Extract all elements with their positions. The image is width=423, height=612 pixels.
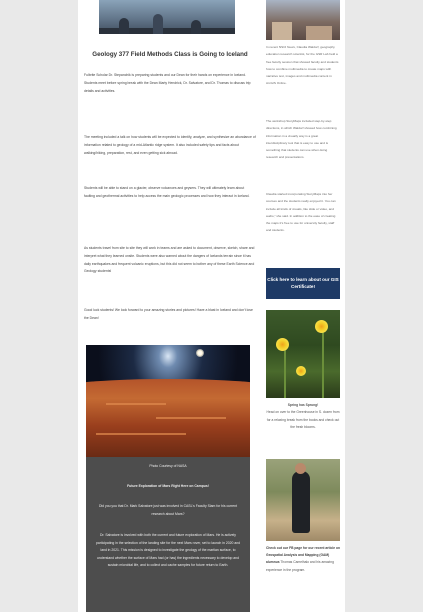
- storymap-paragraph: Claudia started incorporating StoryMaps into her courses and the students really enjoyed it. You can include all kinds of visuals, like slide or video, and audio," she said. In addition to the ease of creating the maps it's free to use for university faculty, staff and students.: [266, 192, 336, 233]
- alumnus-photo: [266, 459, 340, 541]
- mars-intro: Did you you that Dr. Mark Salvatore just was involved in CASL's Faculty Slam for his current research about Mars?: [98, 504, 238, 516]
- article-paragraph: The meeting included a talk on how students will be expected to identify, analyze, and synthesize an abundance of information related to geology of a mid-Atlantic ridge system. It also included safety tips and facts about walking/hiking, preparation, rest, and even getting sick abroad.: [84, 135, 256, 155]
- article-paragraph: Good luck students! We look forward to your amazing stories and pictures! Have a blast in Iceland and don't lose the Dean!: [84, 308, 253, 320]
- mars-feature-box: [86, 457, 250, 612]
- mars-headline: Future Exploration of Mars Right Here on Campus!: [127, 484, 209, 488]
- classroom-photo: [99, 0, 235, 34]
- article-paragraph: Students will be able to stand on a glacier, observe volcanoes and geysers. They will ultimately learn about faulting and geothermal activities to help access the main geologic processes and how they interact in Iceland.: [84, 186, 250, 198]
- article-paragraph: As students travel from site to site they will work in teams and are asked to document, observe, sketch, share and interpret what they learned onsite. Students were also warned about the dangers of Icelands terrain since it has daily earthquakes and frequent volcanic eruptions, but this did not seem to bother any of these Earth Science and Geology students!: [84, 246, 255, 274]
- storymap-paragraph: In recent NSCI News, Claudia Waldorf, geography education research scientist, for the GSR Lab held a free faculty session that showed faculty and students how to combine multimedia to create maps with narrative text, images and multimedia content in ArcGIS Online.: [266, 45, 339, 86]
- spring-body: Head on over to the Greenhouse in S. dozen from for a relaxing break from the books and check out the fresh blooms.: [266, 410, 340, 429]
- mars-surface-image: [86, 345, 250, 457]
- facebook-promo-bold: Check out our FB page for our recent article on Geospatial Analysis and Mapping (GAM) alumnus: [266, 546, 341, 565]
- facebook-promo: [266, 545, 340, 574]
- spring-caption: [266, 402, 340, 431]
- daffodil-photo: [266, 310, 340, 398]
- facebook-promo-rest: Thomas Camelhalo and his amazing experience in the program.: [266, 560, 334, 572]
- storymap-paragraph: The workshop StoryMaps included step-by-step directions, in which Waldorf showed how combining information in a visually way is a great interdisciplinary tool that is easy to use and is something that students can use when doing research and presentations.: [266, 119, 337, 160]
- article-headline: Geology 377 Field Methods Class is Going to Iceland: [92, 51, 248, 58]
- gis-certificate-button[interactable]: Click here to learn about our GIS Certificate!: [266, 268, 340, 299]
- article-paragraph: Fulbrite Scholar Dr. Stepanchik is preparing students and our Dean for their hands on experience in Iceland. Students meet before spring break with the Dean Marty Hendrick, Dr. Salvatore, and Dr. Thomas to discuss trip details and activities.: [84, 73, 251, 93]
- mars-body: Dr. Salvatore is involved with both the current and future exploration of Mars. He is actively participating in the selection of the landing site for the next Mars rover, set to launch in 2020 and land in 2021. This mission is designed to investigate the geology of the martian surface, to understand whether the surface of Mars had (or has) the ingredients necessary to develop and sustain microbial life, and to collect and cache samples for future return to Earth.: [95, 533, 240, 568]
- workshop-photo: [266, 0, 340, 40]
- spring-title: Spring has Sprung!: [287, 403, 319, 407]
- photo-credit: Photo Courtesy of NASA: [149, 464, 187, 468]
